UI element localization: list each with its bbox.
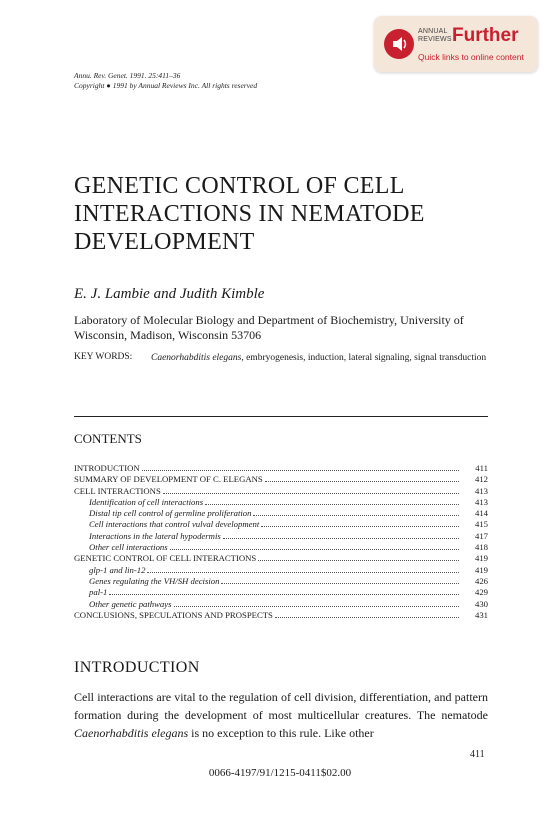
toc-leader-dots (265, 481, 459, 482)
toc-entry-page: 426 (474, 575, 488, 586)
toc-entry[interactable] (74, 497, 488, 508)
toc-entry[interactable] (74, 474, 488, 485)
badge-annual-label: ANNUAL (418, 28, 448, 35)
footer-code: 0066-4197/91/1215-0411$02.00 (208, 767, 352, 779)
toc-entry[interactable] (74, 587, 488, 598)
toc-entry-label: Genes regulating the VH/SH decision (89, 575, 220, 586)
toc-entry[interactable] (74, 610, 488, 621)
toc-entry-page: 419 (474, 553, 488, 564)
intro-text-2: is no exception to this rule. Like other (188, 726, 374, 740)
toc-entry-label: Identification of cell interactions (89, 496, 204, 507)
badge-tagline: Quick links to online content (418, 52, 524, 62)
toc-entry[interactable] (74, 463, 488, 474)
toc-leader-dots (174, 606, 459, 607)
divider (74, 416, 488, 417)
toc-entry-label: glp-1 and lin-12 (89, 564, 146, 575)
toc-leader-dots (221, 583, 459, 584)
toc-leader-dots (142, 470, 459, 471)
keywords-italic: Caenorhabditis elegans, (151, 353, 244, 363)
toc-entry[interactable] (74, 542, 488, 553)
toc-entry[interactable] (74, 599, 488, 610)
toc-entry-label: SUMMARY OF DEVELOPMENT OF C. ELEGANS (74, 474, 263, 485)
badge-brand: Further (452, 25, 519, 46)
authors: E. J. Lambie and Judith Kimble (74, 286, 265, 302)
toc-entry-page: 418 (474, 542, 488, 553)
keywords-label: KEY WORDS: (74, 352, 133, 362)
toc-entry-label: CELL INTERACTIONS (74, 485, 161, 496)
toc-entry[interactable] (74, 576, 488, 587)
toc-entry-page: 419 (474, 564, 488, 575)
toc-entry-page: 429 (474, 587, 488, 598)
toc-entry-label: pal-1 (89, 587, 108, 598)
toc-entry-page: 415 (474, 519, 488, 530)
toc-entry-label: GENETIC CONTROL OF CELL INTERACTIONS (74, 553, 257, 564)
toc-entry-page: 431 (474, 609, 488, 620)
journal-citation: Annu. Rev. Genet. 1991. 25:411–36 (74, 71, 181, 80)
toc-leader-dots (261, 526, 459, 527)
article-title: GENETIC CONTROL OF CELL INTERACTIONS IN NEMATODE DEVELOPMENT (74, 173, 425, 255)
toc-entry-page: 413 (474, 496, 488, 507)
toc-entry[interactable] (74, 508, 488, 519)
intro-species-name: Caenorhabditis elegans (74, 726, 189, 740)
toc-leader-dots (275, 617, 459, 618)
toc-entry[interactable] (74, 531, 488, 542)
toc-entry-label: Cell interactions that control vulval development (89, 519, 260, 530)
page-number: 411 (470, 749, 485, 760)
toc-leader-dots (147, 572, 459, 573)
toc-entry-label: Distal tip cell control of germline proliferation (89, 508, 252, 519)
contents-heading: CONTENTS (74, 431, 142, 446)
toc-entry-page: 417 (474, 530, 488, 541)
toc-leader-dots (163, 493, 459, 494)
toc-entry[interactable] (74, 553, 488, 564)
toc-entry-label: Other cell interactions (89, 542, 168, 553)
toc-leader-dots (170, 549, 459, 550)
toc-leader-dots (205, 504, 459, 505)
toc-entry[interactable] (74, 486, 488, 497)
toc-entry-page: 413 (474, 485, 488, 496)
toc-entry-label: INTRODUCTION (74, 463, 140, 473)
table-of-contents (74, 463, 488, 621)
toc-entry-page: 430 (474, 598, 488, 609)
introduction-body (74, 688, 488, 742)
toc-leader-dots (223, 538, 459, 539)
toc-leader-dots (253, 515, 459, 516)
badge-reviews-label: REVIEWS (418, 36, 452, 43)
annual-reviews-further-badge[interactable] (374, 16, 538, 72)
affiliation: Laboratory of Molecular Biology and Department of Biochemistry, University of Wisconsin, Madison, Wisconsin 53706 (74, 313, 464, 342)
toc-entry-page: 411 (475, 463, 488, 473)
toc-leader-dots (258, 560, 459, 561)
copyright-line: Copyright ● 1991 by Annual Reviews Inc. All rights reserved (74, 81, 258, 90)
speaker-icon (384, 29, 414, 59)
toc-entry[interactable] (74, 519, 488, 530)
keywords-text (151, 352, 488, 364)
keywords-rest: embryogenesis, induction, lateral signaling, signal transduction (243, 353, 487, 363)
toc-entry-label: Interactions in the lateral hypodermis (89, 530, 221, 541)
intro-text-1: Cell interactions are vital to the regulation of cell division, differentiation, and pattern formation during the development of most multicellular creatures. The nematode (74, 690, 488, 722)
toc-entry-label: Other genetic pathways (89, 598, 172, 609)
introduction-heading: INTRODUCTION (74, 659, 200, 676)
toc-leader-dots (109, 594, 459, 595)
toc-entry-page: 412 (474, 474, 488, 485)
toc-entry-page: 414 (474, 508, 488, 519)
toc-entry-label: CONCLUSIONS, SPECULATIONS AND PROSPECTS (74, 609, 273, 620)
toc-entry[interactable] (74, 565, 488, 576)
